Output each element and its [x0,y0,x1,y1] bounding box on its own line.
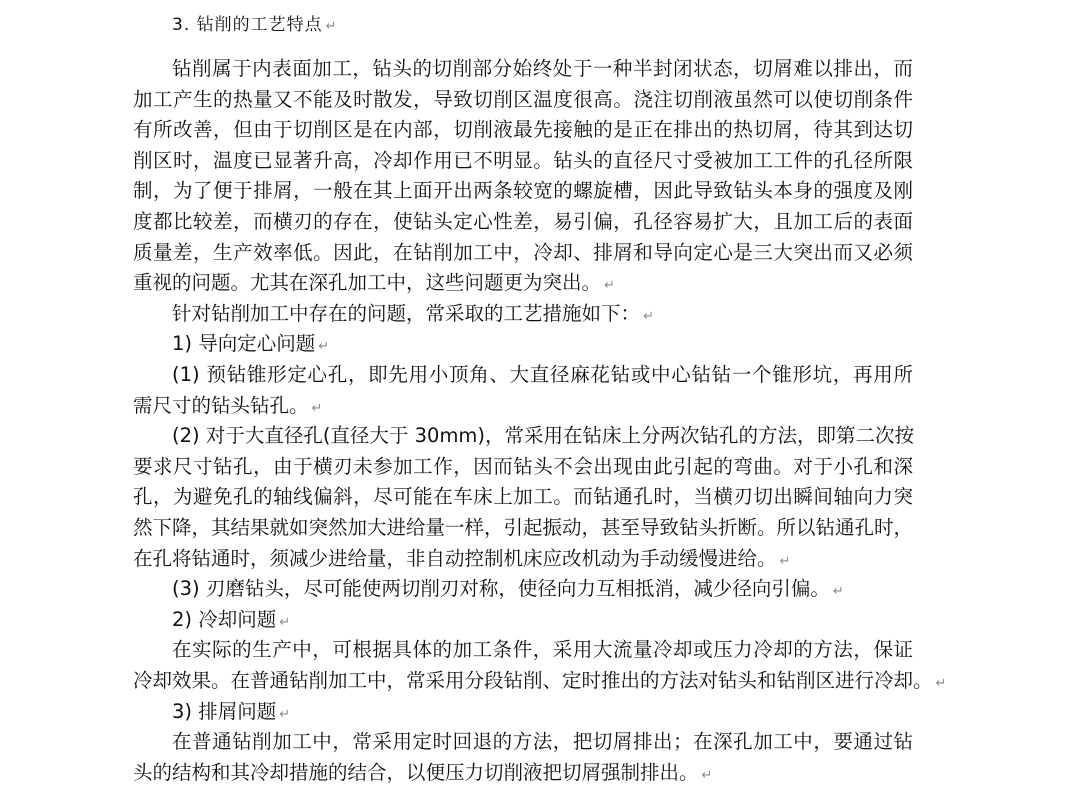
text-line-content: 2) 冷却问题 [172,607,277,631]
paragraph-mark-icon: ↵ [604,278,615,294]
text-line-content: 制，为了便于排屑，一般在其上面开出两条较宽的螺旋槽，因此导致钻头本身的强度及刚 [133,179,913,203]
text-line-content: 1) 导向定心问题 [172,332,316,356]
text-line-content: 钻削属于内表面加工，钻头的切削部分始终处于一种半封闭状态，切屑难以排出，而 [172,57,913,80]
text-line-content: 在实际的生产中，可根据具体的加工条件，采用大流量冷却或压力冷却的方法，保证 [172,638,913,662]
text-line-content: 削区时，温度已显著升高，冷却作用已不明显。钻头的直径尺寸受被加工工件的孔径所限 [133,148,913,172]
text-line [133,758,913,788]
text-line-content: 度都比较差，而横刃的存在，使钻头定心性差，易引偏，孔径容易扩大，且加工后的表面 [133,210,913,233]
text-line-content: 要求尺寸钻孔，由于横刃未参加工作，因而钻头不会出现由此引起的弯曲。对于小孔和深 [133,454,913,478]
text-line [172,329,913,359]
text-line [172,360,913,390]
text-line [133,452,913,482]
text-line-content: 孔，为避免孔的轴线偏斜，尽可能在车床上加工。而钻通孔时，当横刃切出瞬间轴向力突 [133,485,913,509]
text-line-content: 加工产生的热量又不能及时散发，导致切削区温度很高。浇注切削液虽然可以使切削条件 [133,87,913,111]
text-line-content: 在孔将钻通时，须减少进给量，非自动控制机床应改机动为手动缓慢进给。 [133,546,777,570]
paragraph-mark-icon: ↵ [318,339,330,355]
text-line [172,727,913,757]
paragraph-mark-icon: ↵ [779,553,791,569]
text-line [172,697,913,727]
text-line [172,54,913,84]
text-line-content: 然下降，其结果就如突然加大进给量一样，引起振动，甚至导致钻头折断。所以钻通孔时， [133,516,914,539]
text-line-content: 针对钻削加工中存在的问题，常采取的工艺措施如下： [172,301,641,325]
paragraph-mark-icon: ↵ [279,706,291,722]
text-line [172,299,913,329]
text-line [133,391,913,421]
text-line [172,635,913,665]
text-line-content: 质量差，生产效率低。因此，在钻削加工中，冷却、排屑和导向定心是三大突出而又必须 [133,240,913,264]
section-heading [172,12,338,40]
paragraph-mark-icon: ↵ [311,400,323,416]
paragraph-mark-icon: ↵ [935,676,947,691]
text-line-content: 在普通钻削加工中，常采用定时回退的方法，把切屑排出；在深孔加工中，要通过钻 [172,730,913,754]
text-line [133,238,913,268]
text-line [133,513,913,543]
text-line [172,421,913,451]
text-line-content: 需尺寸的钻头钻孔。 [133,393,309,417]
text-line-content: 冷却效果。在普通钻削加工中，常采用分段钻削、定时推出的方法对钻头和钻削区进行冷却。 [133,669,933,692]
paragraph-mark-icon: ↵ [279,614,291,630]
text-line-content: 重视的问题。尤其在深孔加工中，这些问题更为突出。 [133,271,602,295]
text-line-content: (2) 对于大直径孔(直径大于 30mm)，常采用在钻床上分两次钻孔的方法，即第二次按 [172,424,915,448]
text-line-content: (1) 预钻锥形定心孔，即先用小顶角、大直径麻花钻或中心钻钻一个锥形坑，再用所 [172,363,913,386]
paragraph-mark-icon: ↵ [701,767,713,783]
text-line [133,207,913,237]
text-line [133,482,913,512]
text-line-content: (3) 刃磨钻头，尽可能使两切削刃对称，使径向力互相抵消，减少径向引偏。 [172,577,830,601]
paragraph-mark-icon: ↵ [643,308,654,324]
text-line-content: 头的结构和其冷却措施的结合，以便压力切削液把切屑强制排出。 [133,760,699,784]
text-line [133,544,913,574]
text-line-content: 有所改善，但由于切削区是在内部，切削液最先接触的是正在排出的热切屑，待其到达切 [133,118,913,142]
text-line [172,605,913,635]
text-line [133,268,913,298]
text-line [172,574,913,604]
paragraph-mark-icon: ↵ [832,584,844,600]
section-heading-text: 3. 钻削的工艺特点 [172,15,323,35]
paragraph-mark-icon: ↵ [325,19,338,34]
text-line [133,146,913,176]
text-line [133,115,913,145]
text-line [133,666,947,696]
text-line [133,176,913,206]
text-line-content: 3) 排屑问题 [172,699,277,723]
text-line [133,85,913,115]
